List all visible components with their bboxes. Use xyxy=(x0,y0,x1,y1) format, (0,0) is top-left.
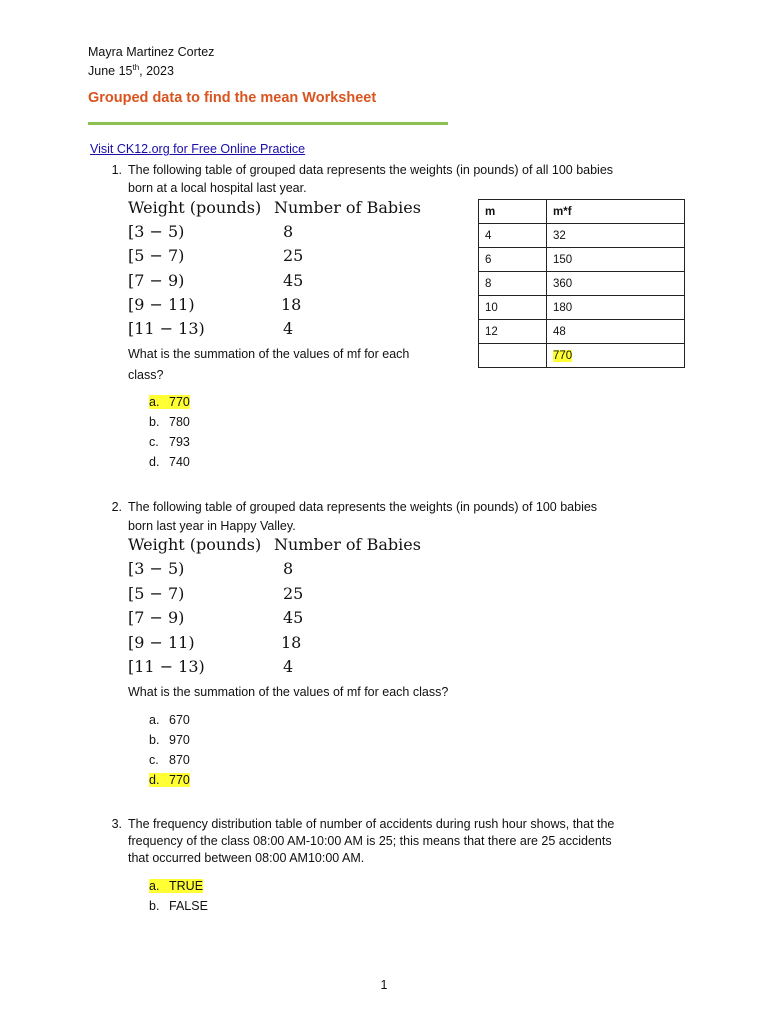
mf-total-value: 770 xyxy=(553,349,573,362)
date-line xyxy=(88,60,174,79)
q2-text-line2: born last year in Happy Valley. xyxy=(128,519,296,533)
date-superscript: th xyxy=(132,63,140,72)
q1-text-line1: The following table of grouped data represents the weights (in pounds) of all 100 babies xyxy=(128,163,614,177)
mf-total-cell xyxy=(547,344,685,368)
mf-cell-mf: 360 xyxy=(547,272,685,296)
q2-option-letter: d. xyxy=(149,773,160,787)
q2-count: 18 xyxy=(281,633,302,652)
table-row xyxy=(479,296,685,320)
q3-text-line3: that occurred between 08:00 AM10:00 AM. xyxy=(128,851,365,865)
q2-option[interactable] xyxy=(149,710,190,730)
q2-option[interactable] xyxy=(149,770,190,790)
mf-cell-m: 4 xyxy=(479,224,547,248)
q2-option[interactable] xyxy=(149,750,190,770)
q3-option-value: FALSE xyxy=(169,899,208,913)
mf-cell-m: 6 xyxy=(479,248,547,272)
q2-count: 25 xyxy=(283,584,304,603)
q1-count: 8 xyxy=(283,222,294,241)
q2-option-value: 770 xyxy=(169,773,190,787)
table-row xyxy=(479,272,685,296)
q1-range: [7 − 9) xyxy=(128,271,185,290)
date-day: June 15 xyxy=(88,64,133,79)
table-row xyxy=(479,320,685,344)
q1-col-count-header: Number of Babies xyxy=(274,198,421,217)
q2-option-letter: c. xyxy=(149,753,159,767)
q1-option[interactable] xyxy=(149,432,190,452)
q2-option-value: 870 xyxy=(169,753,190,767)
q2-range: [11 − 13) xyxy=(128,657,205,676)
mf-cell-mf: 48 xyxy=(547,320,685,344)
q1-option-letter: c. xyxy=(149,435,159,449)
q1-option-letter: d. xyxy=(149,455,160,469)
mf-table xyxy=(478,199,685,368)
q1-count: 45 xyxy=(283,271,304,290)
q1-option-value: 780 xyxy=(169,415,190,429)
q2-text-line1: The following table of grouped data represents the weights (in pounds) of 100 babies xyxy=(128,500,598,514)
q1-option[interactable] xyxy=(149,392,190,412)
q3-text-line1: The frequency distribution table of number of accidents during rush hour shows, that the xyxy=(128,817,615,831)
q3-option-letter: a. xyxy=(149,879,160,893)
q3-text-line2: frequency of the class 08:00 AM-10:00 AM is 25; this means that there are 25 accidents xyxy=(128,834,612,848)
q2-question: What is the summation of the values of mf for each class? xyxy=(128,685,449,699)
q2-option[interactable] xyxy=(149,730,190,750)
q2-number: 2. xyxy=(111,500,122,514)
q1-range: [3 − 5) xyxy=(128,222,185,241)
q1-option[interactable] xyxy=(149,412,190,432)
author-name: Mayra Martinez Cortez xyxy=(88,45,215,59)
worksheet-title: Grouped data to find the mean Worksheet xyxy=(88,90,377,106)
mf-cell-mf: 180 xyxy=(547,296,685,320)
q1-question-line2: class? xyxy=(128,368,164,382)
mf-cell-m: 8 xyxy=(479,272,547,296)
mf-table-header-row xyxy=(479,200,685,224)
q1-option-value: 770 xyxy=(169,395,190,409)
mf-total-row xyxy=(479,344,685,368)
q1-option-letter: a. xyxy=(149,395,160,409)
mf-cell-m xyxy=(479,344,547,368)
q1-range: [5 − 7) xyxy=(128,246,185,265)
q2-option-letter: a. xyxy=(149,713,160,727)
q1-option-value: 793 xyxy=(169,435,190,449)
date-year: , 2023 xyxy=(139,64,174,79)
q1-option[interactable] xyxy=(149,452,190,472)
q2-col-count-header: Number of Babies xyxy=(274,535,421,554)
ck12-practice-link[interactable]: Visit CK12.org for Free Online Practice xyxy=(90,142,306,156)
mf-cell-mf: 150 xyxy=(547,248,685,272)
q2-col-weight-header: Weight (pounds) xyxy=(128,535,262,554)
mf-cell-mf: 32 xyxy=(547,224,685,248)
q2-count: 8 xyxy=(283,559,294,578)
q1-range: [9 − 11) xyxy=(128,295,195,314)
q2-range: [9 − 11) xyxy=(128,633,195,652)
q3-option-letter: b. xyxy=(149,899,160,913)
q1-text-line2: born at a local hospital last year. xyxy=(128,181,307,195)
q3-option-value: TRUE xyxy=(169,879,204,893)
q1-option-letter: b. xyxy=(149,415,160,429)
q3-number: 3. xyxy=(111,817,122,831)
q2-range: [5 − 7) xyxy=(128,584,185,603)
q1-col-weight-header: Weight (pounds) xyxy=(128,198,262,217)
q2-range: [7 − 9) xyxy=(128,608,185,627)
q1-range: [11 − 13) xyxy=(128,319,205,338)
mf-header-m: m xyxy=(479,200,547,224)
mf-cell-m: 12 xyxy=(479,320,547,344)
q2-count: 45 xyxy=(283,608,304,627)
mf-cell-m: 10 xyxy=(479,296,547,320)
q1-count: 25 xyxy=(283,246,304,265)
title-divider xyxy=(88,122,448,125)
q2-option-letter: b. xyxy=(149,733,160,747)
table-row xyxy=(479,248,685,272)
q2-count: 4 xyxy=(283,657,294,676)
q1-count: 4 xyxy=(283,319,294,338)
q3-option[interactable] xyxy=(149,876,203,896)
q2-option-value: 670 xyxy=(169,713,190,727)
q1-question-line1: What is the summation of the values of mf for each xyxy=(128,347,410,361)
page-number: 1 xyxy=(380,978,388,992)
q2-range: [3 − 5) xyxy=(128,559,185,578)
q1-count: 18 xyxy=(281,295,302,314)
q1-number: 1. xyxy=(111,163,122,177)
q3-option[interactable] xyxy=(149,896,208,916)
q2-option-value: 970 xyxy=(169,733,190,747)
table-row xyxy=(479,224,685,248)
q1-option-value: 740 xyxy=(169,455,190,469)
mf-header-mf: m*f xyxy=(547,200,685,224)
